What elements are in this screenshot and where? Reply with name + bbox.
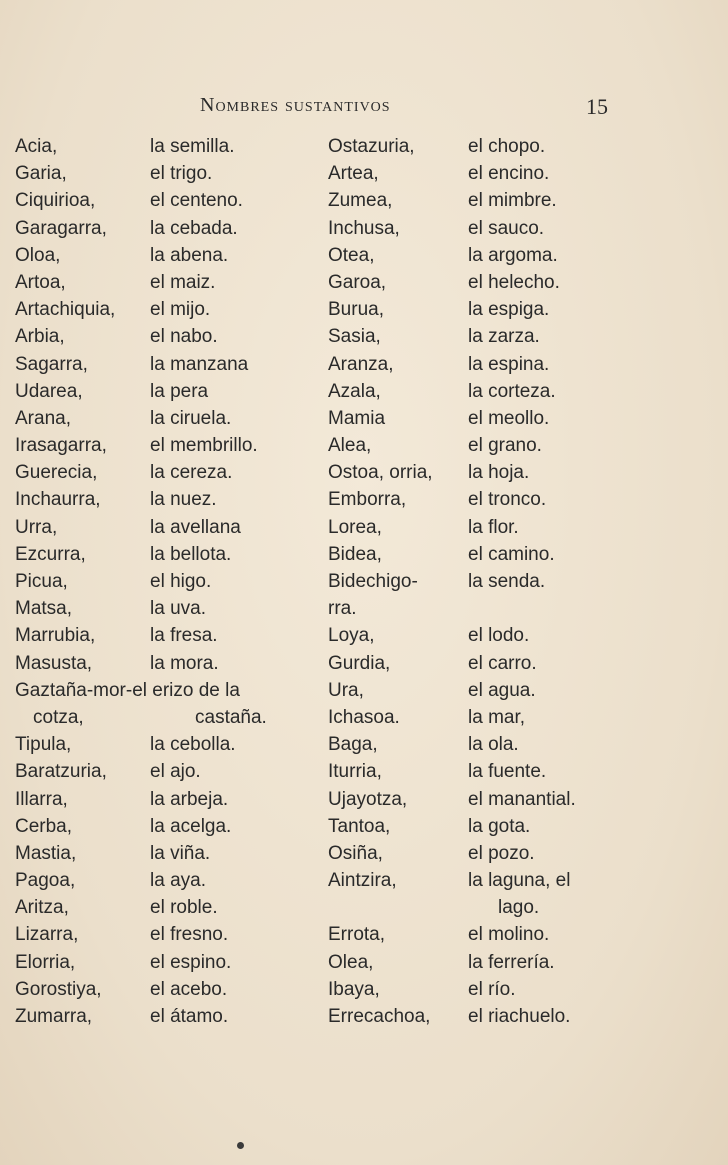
- spanish-meaning: el pozo.: [468, 842, 535, 864]
- basque-term: Garoa,: [328, 271, 387, 293]
- basque-term: Bidea,: [328, 543, 382, 565]
- vocabulary-entry: [328, 514, 728, 541]
- spanish-meaning: lago.: [498, 897, 540, 919]
- spanish-meaning: el grano.: [468, 435, 542, 457]
- page-number: 15: [586, 94, 608, 119]
- vocabulary-entry: [328, 296, 728, 323]
- vocabulary-entry: [15, 405, 325, 432]
- spanish-meaning: el higo.: [150, 571, 212, 592]
- spanish-meaning: la cebada.: [150, 217, 238, 239]
- basque-term: Errota,: [328, 924, 386, 946]
- basque-term: Arana,: [15, 407, 71, 429]
- vocabulary-entry: [15, 160, 325, 187]
- basque-term: Artachiquia,: [15, 299, 116, 321]
- spanish-meaning: el nabo.: [150, 326, 218, 348]
- basque-term: Marrubia,: [15, 625, 96, 647]
- basque-term: Errecachoa,: [328, 1006, 431, 1027]
- spanish-meaning: el fresno.: [150, 924, 229, 946]
- vocabulary-entry: [328, 351, 728, 378]
- left-vocabulary-column: [15, 133, 325, 1030]
- vocabulary-entry: [15, 650, 325, 677]
- vocabulary-entry: [328, 568, 728, 595]
- basque-term: Ibaya,: [328, 978, 380, 1000]
- basque-term: Inchusa,: [328, 217, 400, 239]
- spanish-meaning: la mora.: [150, 652, 219, 674]
- spanish-meaning: la hoja.: [468, 462, 530, 484]
- basque-term: Zumarra,: [15, 1006, 93, 1027]
- vocabulary-entry: [328, 1003, 728, 1030]
- spanish-meaning: la flor.: [468, 516, 519, 538]
- basque-term: Olea,: [328, 951, 374, 973]
- vocabulary-entry: [15, 432, 325, 459]
- spanish-meaning: la arbeja.: [150, 788, 229, 810]
- vocabulary-entry: [15, 541, 325, 568]
- spanish-meaning: la zarza.: [468, 326, 540, 348]
- basque-term: Ichasoa.: [328, 706, 400, 728]
- basque-term: Ura,: [328, 679, 364, 701]
- vocabulary-entry: [328, 215, 728, 242]
- spanish-meaning: el maiz.: [150, 271, 216, 293]
- spanish-meaning: el ajo.: [150, 761, 201, 783]
- vocabulary-entry: [15, 323, 325, 350]
- basque-term: Bidechigo-: [328, 571, 418, 592]
- spanish-meaning: el manantial.: [468, 788, 576, 810]
- vocabulary-entry: [15, 269, 325, 296]
- spanish-meaning: la laguna, el: [468, 870, 571, 892]
- basque-term: Elorria,: [15, 951, 76, 973]
- spanish-meaning: el agua.: [468, 679, 536, 701]
- vocabulary-entry: [15, 568, 325, 595]
- spanish-meaning: la bellota.: [150, 543, 232, 565]
- spanish-meaning: la ola.: [468, 734, 519, 756]
- basque-term: Pagoa,: [15, 870, 76, 892]
- vocabulary-entry: [15, 486, 325, 513]
- basque-term: rra.: [328, 598, 357, 620]
- vocabulary-entry: [328, 187, 728, 214]
- basque-term: cotza,: [33, 706, 84, 728]
- vocabulary-entry: [328, 704, 728, 731]
- basque-term: Masusta,: [15, 652, 93, 674]
- spanish-meaning: la espiga.: [468, 299, 550, 321]
- spanish-meaning: el río.: [468, 978, 516, 1000]
- basque-term: Baga,: [328, 734, 378, 756]
- vocabulary-entry: [15, 595, 325, 622]
- vocabulary-entry: [15, 459, 325, 486]
- spanish-meaning: la cebolla.: [150, 734, 236, 756]
- basque-term: Artoa,: [15, 271, 66, 293]
- page-header: [0, 94, 728, 124]
- basque-term: Garia,: [15, 163, 67, 185]
- spanish-meaning: la acelga.: [150, 815, 232, 837]
- spanish-meaning: la fuente.: [468, 761, 547, 783]
- spanish-meaning: el mimbre.: [468, 190, 557, 212]
- spanish-meaning: la abena.: [150, 244, 229, 266]
- basque-term: Irasagarra,: [15, 435, 107, 457]
- spanish-meaning: el átamo.: [150, 1006, 229, 1027]
- basque-term: Ostazuria,: [328, 136, 415, 157]
- spanish-meaning: el espino.: [150, 951, 232, 973]
- vocabulary-entry: [15, 187, 325, 214]
- basque-term: Inchaurra,: [15, 489, 101, 511]
- vocabulary-entry: [328, 758, 728, 785]
- basque-term: Ciquirioa,: [15, 190, 96, 212]
- vocabulary-entry: [328, 133, 728, 160]
- vocabulary-entry: [328, 242, 728, 269]
- spanish-meaning: el sauco.: [468, 217, 545, 239]
- vocabulary-entry: [328, 378, 728, 405]
- vocabulary-entry: [15, 514, 325, 541]
- vocabulary-entry: [328, 867, 728, 894]
- basque-term: Gurdia,: [328, 652, 391, 674]
- spanish-meaning: el roble.: [150, 897, 218, 919]
- spanish-meaning: la senda.: [468, 571, 546, 592]
- spanish-meaning: la semilla.: [150, 136, 235, 157]
- basque-term: Tipula,: [15, 734, 72, 756]
- basque-term: Sasia,: [328, 326, 381, 348]
- basque-term: Baratzuria,: [15, 761, 107, 783]
- right-vocabulary-column: [328, 133, 728, 1030]
- basque-term: Udarea,: [15, 380, 83, 402]
- basque-term: Mamia: [328, 407, 386, 429]
- spanish-meaning: la manzana: [150, 353, 249, 375]
- basque-term: Arbia,: [15, 326, 65, 348]
- printer-ornament-dot: [237, 1142, 244, 1149]
- basque-term: Iturria,: [328, 761, 382, 783]
- basque-term: Matsa,: [15, 598, 73, 620]
- basque-term: Garagarra,: [15, 217, 107, 239]
- spanish-meaning: el acebo.: [150, 978, 228, 1000]
- spanish-meaning: la mar,: [468, 706, 526, 728]
- basque-term: Burua,: [328, 299, 384, 321]
- vocabulary-entry: [328, 269, 728, 296]
- vocabulary-entry: [15, 133, 325, 160]
- vocabulary-entry: [328, 622, 728, 649]
- basque-term: Otea,: [328, 244, 375, 266]
- vocabulary-entry: [328, 840, 728, 867]
- spanish-meaning: la pera: [150, 380, 209, 402]
- spanish-meaning: el mijo.: [150, 299, 211, 321]
- basque-term: Alea,: [328, 435, 372, 457]
- vocabulary-entry: [15, 867, 325, 894]
- vocabulary-entry: [15, 1003, 325, 1030]
- basque-term: Picua,: [15, 571, 68, 592]
- spanish-meaning: la argoma.: [468, 244, 558, 266]
- vocabulary-entry: [328, 486, 728, 513]
- vocabulary-entry: [15, 215, 325, 242]
- spanish-meaning: la espina.: [468, 353, 550, 375]
- running-title: Nombres sustantivos: [200, 94, 391, 116]
- vocabulary-entry: [328, 731, 728, 758]
- vocabulary-entry: [328, 894, 728, 921]
- spanish-meaning: el chopo.: [468, 136, 546, 157]
- vocabulary-entry: [328, 432, 728, 459]
- basque-term: Zumea,: [328, 190, 393, 212]
- basque-term: Artea,: [328, 163, 379, 185]
- vocabulary-entry: [328, 677, 728, 704]
- vocabulary-entry: [328, 650, 728, 677]
- spanish-meaning: el membrillo.: [150, 435, 258, 457]
- basque-term: Ezcurra,: [15, 543, 86, 565]
- spanish-meaning: el trigo.: [150, 163, 213, 185]
- vocabulary-entry: [328, 459, 728, 486]
- vocabulary-entry: [328, 323, 728, 350]
- basque-term: Azala,: [328, 380, 381, 402]
- spanish-meaning: la aya.: [150, 870, 206, 892]
- spanish-meaning: la gota.: [468, 815, 531, 837]
- vocabulary-entry: [328, 949, 728, 976]
- spanish-meaning: el tronco.: [468, 489, 547, 511]
- basque-term: Ostoa, orria,: [328, 462, 433, 484]
- vocabulary-entry: [15, 921, 325, 948]
- spanish-meaning: el carro.: [468, 652, 537, 674]
- spanish-meaning: la viña.: [150, 842, 211, 864]
- spanish-meaning: el meollo.: [468, 407, 550, 429]
- vocabulary-entry: [15, 840, 325, 867]
- spanish-meaning: el riachuelo.: [468, 1006, 571, 1027]
- basque-term: Illarra,: [15, 788, 68, 810]
- spanish-meaning: la ciruela.: [150, 407, 232, 429]
- basque-term: Guerecia,: [15, 462, 98, 484]
- vocabulary-entry: [15, 976, 325, 1003]
- spanish-meaning: el helecho.: [468, 271, 560, 293]
- vocabulary-entry: [328, 595, 728, 622]
- vocabulary-entry: [15, 677, 325, 704]
- vocabulary-entry: [328, 813, 728, 840]
- vocabulary-entry: [15, 351, 325, 378]
- spanish-meaning: el lodo.: [468, 625, 530, 647]
- basque-term: Emborra,: [328, 489, 407, 511]
- spanish-meaning: la uva.: [150, 598, 206, 620]
- basque-term: Gorostiya,: [15, 978, 102, 1000]
- spanish-meaning: el camino.: [468, 543, 555, 565]
- vocabulary-entry: [328, 976, 728, 1003]
- basque-term: Lorea,: [328, 516, 382, 538]
- vocabulary-entry: [15, 949, 325, 976]
- basque-term: Aranza,: [328, 353, 394, 375]
- spanish-meaning: la ferrería.: [468, 951, 555, 973]
- basque-term: Mastia,: [15, 842, 77, 864]
- basque-term: Sagarra,: [15, 353, 88, 375]
- spanish-meaning: la avellana: [150, 516, 241, 538]
- basque-term: Loya,: [328, 625, 375, 647]
- basque-term: Ujayotza,: [328, 788, 408, 810]
- vocabulary-entry: [15, 242, 325, 269]
- vocabulary-entry: [15, 731, 325, 758]
- vocabulary-entry: [328, 786, 728, 813]
- basque-term: Aintzira,: [328, 870, 397, 892]
- spanish-meaning: el centeno.: [150, 190, 243, 212]
- spanish-meaning: el encino.: [468, 163, 550, 185]
- basque-term: Urra,: [15, 516, 58, 538]
- spanish-meaning: la fresa.: [150, 625, 218, 647]
- vocabulary-entry: [328, 405, 728, 432]
- basque-term: Oloa,: [15, 244, 61, 266]
- vocabulary-entry: [15, 622, 325, 649]
- vocabulary-entry: [15, 704, 325, 731]
- basque-term: Lizarra,: [15, 924, 79, 946]
- vocabulary-entry: [15, 894, 325, 921]
- basque-term: Osiña,: [328, 842, 383, 864]
- basque-term: Aritza,: [15, 897, 69, 919]
- vocabulary-entry: [15, 813, 325, 840]
- spanish-meaning: castaña.: [195, 706, 267, 728]
- vocabulary-entry: [15, 378, 325, 405]
- spanish-meaning: la cereza.: [150, 462, 233, 484]
- basque-term: Tantoa,: [328, 815, 391, 837]
- vocabulary-entry: [328, 541, 728, 568]
- basque-term: Gaztaña-mor-el erizo de la: [15, 679, 240, 701]
- spanish-meaning: la nuez.: [150, 489, 217, 511]
- basque-term: Acia,: [15, 136, 58, 157]
- vocabulary-entry: [15, 758, 325, 785]
- basque-term: Cerba,: [15, 815, 73, 837]
- spanish-meaning: el molino.: [468, 924, 550, 946]
- spanish-meaning: la corteza.: [468, 380, 556, 402]
- vocabulary-entry: [15, 296, 325, 323]
- vocabulary-entry: [328, 160, 728, 187]
- vocabulary-entry: [328, 921, 728, 948]
- vocabulary-entry: [15, 786, 325, 813]
